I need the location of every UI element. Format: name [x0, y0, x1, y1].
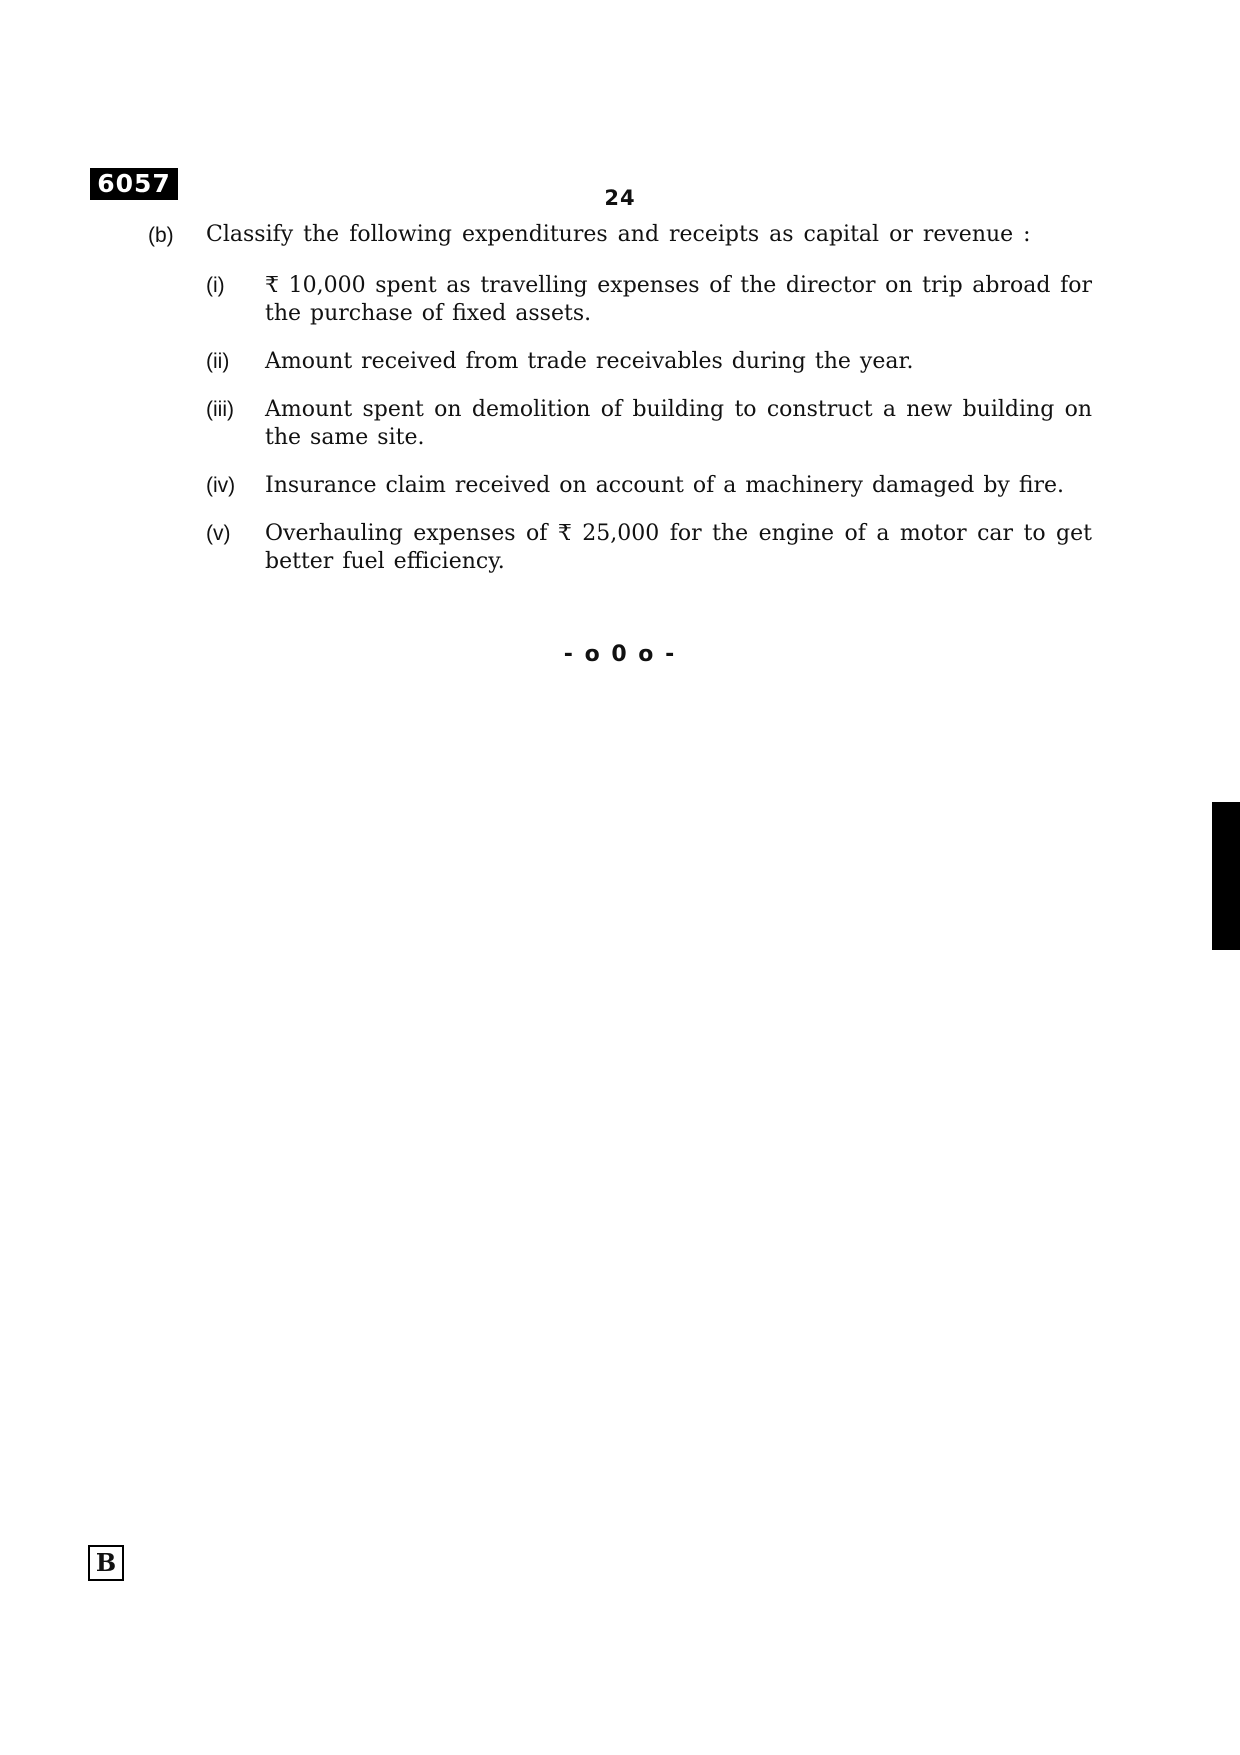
question-text: Classify the following expenditures and receipts as capital or revenue :	[206, 222, 1031, 247]
page-number: 24	[604, 186, 636, 210]
item-text: Amount spent on demolition of building to construct a new building on the same site.	[265, 397, 1092, 450]
series-box: B	[88, 1545, 124, 1581]
end-of-paper-mark: - o 0 o -	[563, 642, 677, 667]
list-item	[206, 396, 1092, 452]
list-item	[206, 472, 1092, 500]
item-number: (i)	[206, 274, 225, 297]
list-item	[206, 272, 1092, 328]
item-number: (v)	[206, 522, 231, 545]
item-number: (iii)	[206, 398, 234, 421]
list-item	[206, 348, 1092, 376]
list-item	[206, 520, 1092, 576]
item-number: (iv)	[206, 474, 236, 497]
question-items-list	[206, 272, 1092, 596]
item-text: ₹ 10,000 spent as travelling expenses of the director on trip abroad for the purchase of fixed assets.	[265, 273, 1092, 326]
item-text: Overhauling expenses of ₹ 25,000 for the engine of a motor car to get better fuel efficiency.	[265, 521, 1092, 574]
item-text: Amount received from trade receivables during the year.	[265, 349, 914, 374]
side-tab-marker	[1212, 802, 1240, 950]
question-label: (b)	[148, 224, 174, 247]
item-number: (ii)	[206, 350, 230, 373]
paper-code-badge: 6057	[90, 168, 178, 200]
item-text: Insurance claim received on account of a machinery damaged by fire.	[265, 473, 1065, 498]
